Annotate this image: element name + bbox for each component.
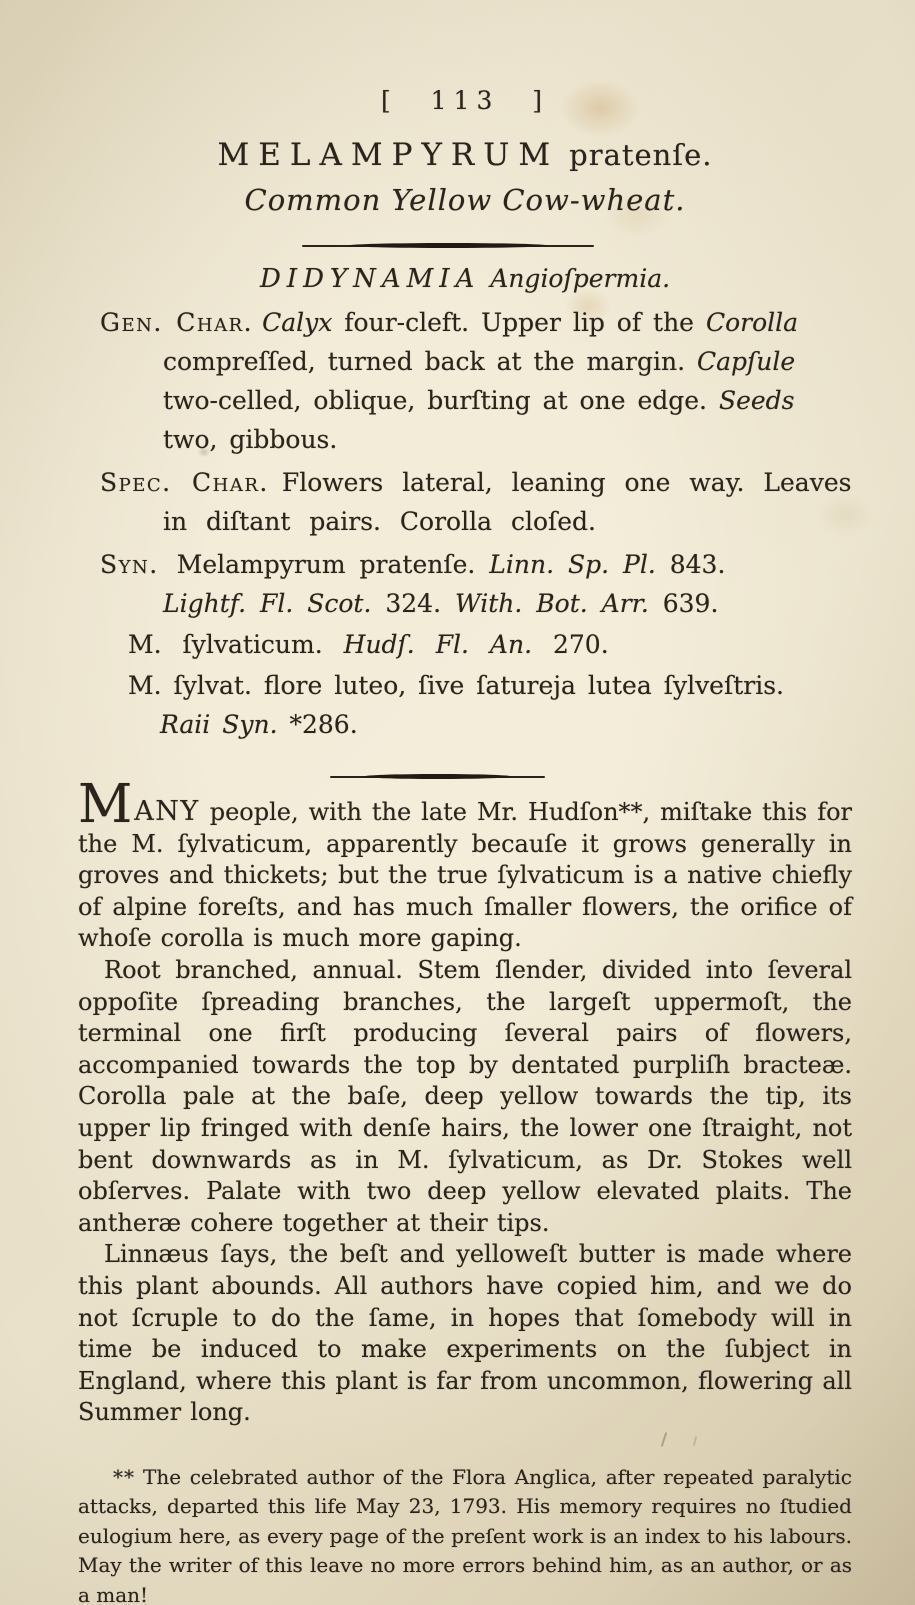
synonymy-entry — [78, 545, 852, 623]
synonymy-sub-entry — [78, 666, 852, 744]
opening-caps: ANY — [134, 796, 200, 827]
linnaean-class: DIDYNAMIA — [259, 264, 481, 294]
swelled-rule-top — [302, 243, 594, 249]
paragraph-linnaeus: Linnæus ſays, the beſt and yelloweſt butter is made where this plant abounds. All authors have copied him, and we do not ſcruple to do the ſame, in hopes that ſomebody will in time be induced to make experiments on the ſubject in England, where this plant is far from uncommon, flowering all Summer long. — [78, 1240, 852, 1427]
raised-initial-cap: M — [78, 774, 135, 835]
generic-character-entry — [78, 303, 852, 459]
paragraph-many — [78, 774, 852, 955]
paragraph-many-text: people, with the late Mr. Hudſon**, miſtake this for the M. ſylvaticum, apparently becauſe it grows generally in groves and thickets; but the true ſylvaticum is a native chiefly of alpine foreſts, and has much ſmaller flowers, the orifice of whoſe corolla is much more gaping. — [78, 798, 852, 953]
syn-label: Syn. — [100, 550, 159, 579]
genus-name: MELAMPYRUM — [217, 137, 560, 173]
footnote-hudson-obituary — [78, 1463, 852, 1605]
footnote-marker: ** — [113, 1464, 135, 1489]
page-number: [ 113 ] — [380, 86, 550, 115]
common-name: Common Yellow Cow-wheat. — [244, 183, 686, 217]
synonymy-sub-entry — [78, 625, 852, 664]
syn-sub-text-2: M. ſylvat. flore luteo, ſive ſatureja lutea ſylveſtris. Raii Syn. *286. — [128, 671, 785, 739]
page-content — [78, 0, 852, 1605]
gen-char-text: Calyx four-cleft. Upper lip of the Corolla compreſſed, turned back at the margin. Capſule two-celled, oblique, burſting at one edge. Seeds two, gibbous. — [163, 308, 799, 454]
linnaean-order: Angioſpermia. — [490, 264, 671, 293]
species-title — [78, 135, 852, 173]
spec-char-text: Flowers lateral, leaning one way. Leaves in diſtant pairs. Corolla cloſed. — [163, 468, 852, 536]
spec-char-label: Spec. Char. — [100, 468, 269, 497]
syn-sub-text-1: M. ſylvaticum. Hudſ. Fl. An. 270. — [128, 630, 609, 659]
footnote-text: The celebrated author of the Flora Anglica, after repeated paralytic attacks, departed this life May 23, 1793. His memory requires no ſtudied eulogium here, as every page of the preſent work is an index to his labours. May the writer of this leave no more errors behind him, as an author, or as a man! — [78, 1464, 852, 1605]
specific-character-entry — [78, 463, 852, 541]
paragraph-root: Root branched, annual. Stem ſlender, divided into ſeveral oppoſite ſpreading branches, the largeſt uppermoſt, the terminal one firſt producing ſeveral pairs of flowers, accompanied towards the top by dentated purpliſh bracteæ. Corolla pale at the baſe, deep yellow towards the tip, its upper lip fringed with denſe hairs, the lower one ſtraight, not bent downwards as in M. ſylvaticum, as Dr. Stokes well obſerves. Palate with two deep yellow elevated plaits. The antheræ cohere together at their tips. — [78, 955, 852, 1237]
swelled-rule-middle — [330, 774, 545, 780]
classification-line — [78, 264, 852, 294]
species-epithet: pratenſe. — [569, 138, 713, 172]
syn-text: Melampyrum pratenſe. Linn. Sp. Pl. 843. Lightf. Fl. Scot. 324. With. Bot. Arr. 639. — [163, 550, 726, 618]
gen-char-label: Gen. Char. — [100, 308, 254, 337]
